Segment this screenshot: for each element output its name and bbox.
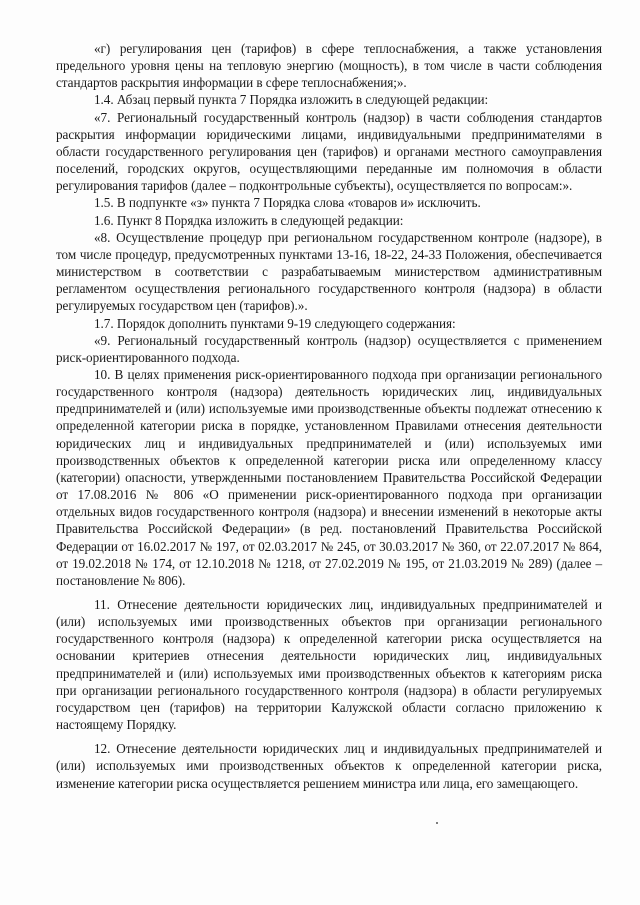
paragraph-item-10: 10. В целях применения риск-ориентированного подхода при организации регионального государственного контроля (надзора) деятельность юридических лиц, индивидуальных предпринимателей и (или) используемые ими производственные объекты подлежат отнесению к определенной категории риска в порядке, установленном Правилами отнесения деятельности юридических лиц и индивидуальных предпринимателей и (или) используемых ими производственных объектов к определенной категории риска или определенному классу (категории) опасности, утвержденными постановлением Правительства Российской Федерации от 17.08.2016 № 806 «О применении риск-ориентированного подхода при организации отдельных видов государственного контроля (надзора) и внесении изменений в некоторые акты Правительства Российской Федерации» (в ред. постановлений Правительства Российской Федерации от 16.02.2017 № 197, от 02.03.2017 № 245, от 30.03.2017 № 360, от 22.07.2017 № 864, от 19.02.2018 № 174, от 12.10.2018 № 1218, от 27.02.2019 № 195, от 21.03.2019 № 289) (далее – постановление № 806). (56, 366, 602, 588)
paragraph-item-11: 11. Отнесение деятельности юридических лиц, индивидуальных предпринимателей и (или) используемых ими производственных объектов при организации регионального государственного контроля (надзора) к определенной категории риска осуществляется на основании критериев отнесения деятельности юридических лиц, индивидуальных предпринимателей и (или) используемых ими производственных объектов к категориям риска при организации регионального государственного контроля (надзора) в области регулируемых государством цен (тарифов) на территории Калужской области согласно приложению к настоящему Порядку. (56, 597, 602, 733)
document-body (56, 40, 602, 792)
paragraph-item-12: 12. Отнесение деятельности юридических лиц и индивидуальных предпринимателей и (или) используемых ими производственных объектов к определенной категории риска, изменение категории риска осуществляется решением министра или лица, его замещающего. (56, 741, 602, 791)
paragraph-1-6: 1.6. Пункт 8 Порядка изложить в следующей редакции: (94, 212, 404, 228)
paragraph-item-9: «9. Региональный государственный контроль (надзор) осуществляется с применением риск-ориентированного подхода. (56, 332, 602, 365)
paragraph-1-4: 1.4. Абзац первый пункта 7 Порядка изложить в следующей редакции: (94, 92, 489, 108)
paragraph-item-7: «7. Региональный государственный контроль (надзор) в части соблюдения стандартов раскрытия информации юридическими лицами, индивидуальными предпринимателями в области государственного регулирования цен (тарифов) и органами местного самоуправления поселений, городских округов, осуществляющими переданные им полномочия в области регулирования тарифов (далее – подконтрольные субъекты), осуществляется по вопросам:». (56, 109, 602, 194)
paragraph-item-8: «8. Осуществление процедур при региональном государственном контроле (надзоре), в том числе процедур, предусмотренных пунктами 13-16, 18-22, 24-33 Положения, обеспечивается министерством в соответствии с разрабатываемым министерством административным регламентом осуществления регионального государственного контроля (надзора) в области регулируемых государством цен (тарифов).». (56, 229, 602, 314)
scan-speck (436, 822, 438, 824)
paragraph-subitem-g: «г) регулирования цен (тарифов) в сфере теплоснабжения, а также установления предельного уровня цены на тепловую энергию (мощность), в том числе в части соблюдения стандартов раскрытия информации в сфере теплоснабжения;». (56, 41, 602, 91)
paragraph-1-5: 1.5. В подпункте «з» пункта 7 Порядка слова «товаров и» исключить. (94, 195, 481, 211)
paragraph-1-7: 1.7. Порядок дополнить пунктами 9-19 следующего содержания: (94, 315, 456, 331)
